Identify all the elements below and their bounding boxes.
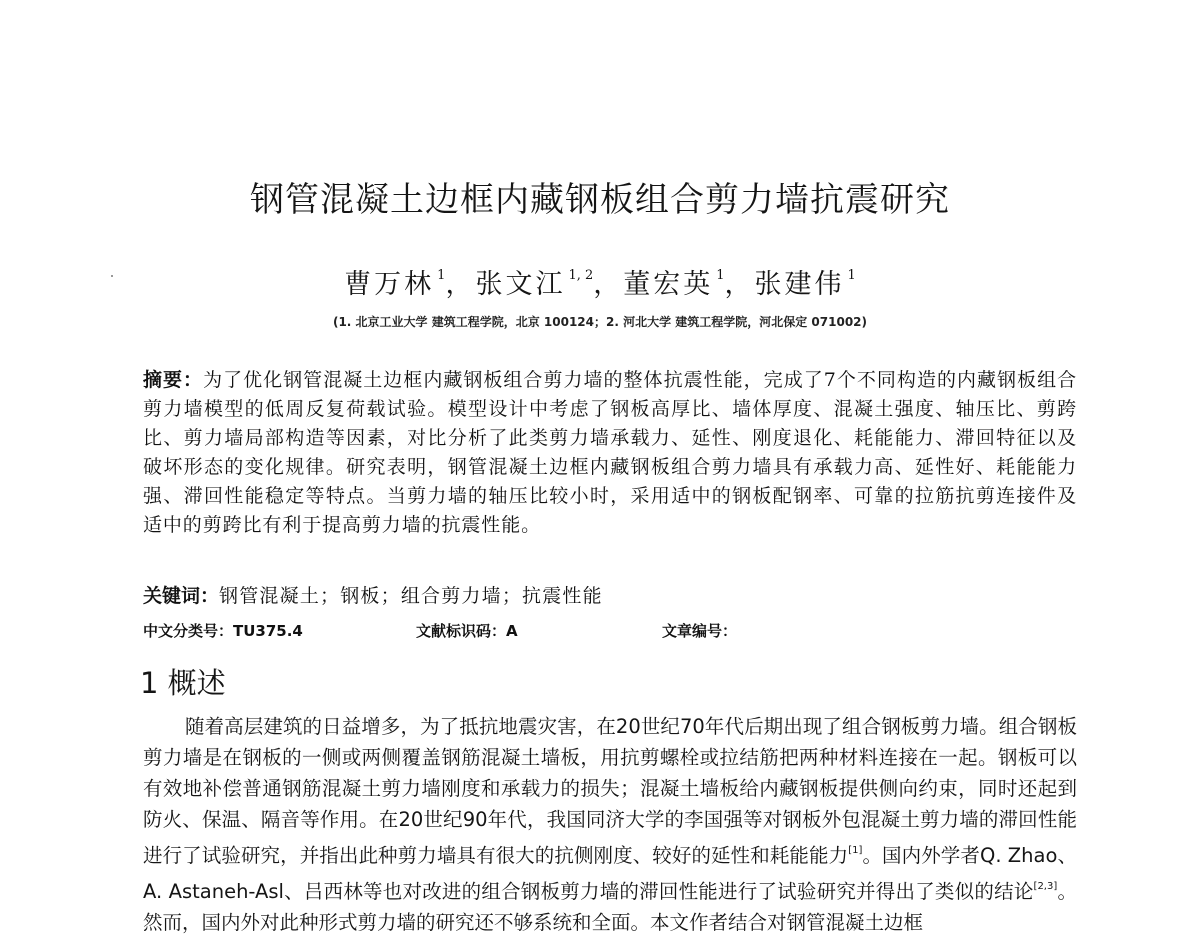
author-separator: ， <box>724 269 755 300</box>
classification-line <box>143 620 1077 642</box>
author-name: 张文江 <box>475 269 566 300</box>
abstract-label: 摘要： <box>143 369 204 391</box>
affiliation: (1. 北京工业大学 建筑工程学院，北京 100124；2. 河北大学 建筑工程学院，河北保定 071002) <box>332 315 868 329</box>
paper-title: 钢管混凝土边框内藏钢板组合剪力墙抗震研究 <box>250 180 950 220</box>
author-affil-mark: 1, 2 <box>568 268 594 283</box>
document-code: 文献标识码：A <box>416 622 518 640</box>
author-line <box>0 262 1200 301</box>
body-text: 。然而，国内外对此种形式剪力墙的研究还不够系统和全面。本文作者结合对钢管混凝土边框 <box>143 880 1077 934</box>
body-text: 。国内外学者Q. Zhao、A. Astaneh-Asl、吕西林等也对改进的组合钢板剪力墙的滞回性能进行了试验研究并得出了类似的结论 <box>143 844 1077 903</box>
author-name: 董宏英 <box>623 269 714 300</box>
keywords <box>143 584 1077 608</box>
body-text: 随着高层建筑的日益增多，为了抵抗地震灾害，在20世纪70年代后期出现了组合钢板剪力墙。组合钢板剪力墙是在钢板的一侧或两侧覆盖钢筋混凝土墙板，用抗剪螺栓或拉结筋把两种材料连接在一起。钢板可以有效地补偿普通钢筋混凝土剪力墙刚度和承载力的损失；混凝土墙板给内藏钢板提供侧向约束，同时还起到防火、保温、隔音等作用。在20世纪90年代，我国同济大学的李国强等对钢板外包混凝土剪力墙的滞回性能进行了试验研究，并指出此种剪力墙具有很大的抗侧刚度、较好的延性和耗能能力 <box>143 715 1077 867</box>
author-separator: ， <box>593 269 624 300</box>
clc-number: 中文分类号：TU375.4 <box>143 622 303 640</box>
author-affil-mark: 1 <box>716 268 725 283</box>
author-separator: ， <box>445 269 476 300</box>
body-paragraph <box>143 711 1077 938</box>
abstract-text: 为了优化钢管混凝土边框内藏钢板组合剪力墙的整体抗震性能，完成了7个不同构造的内藏钢板组合剪力墙模型的低周反复荷载试验。模型设计中考虑了钢板高厚比、墙体厚度、混凝土强度、轴压比、剪跨比、剪力墙局部构造等因素，对比分析了此类剪力墙承载力、延性、刚度退化、耗能能力、滞回特征以及破坏形态的变化规律。研究表明，钢管混凝土边框内藏钢板组合剪力墙具有承载力高、延性好、耗能能力强、滞回性能稳定等特点。当剪力墙的轴压比较小时，采用适中的钢板配钢率、可靠的拉筋抗剪连接件及适中的剪跨比有利于提高剪力墙的抗震性能。 <box>143 369 1077 536</box>
author-affil-mark: 1 <box>847 268 856 283</box>
section-heading: 1 概述 <box>140 666 226 700</box>
keywords-text: 钢管混凝土；钢板；组合剪力墙；抗震性能 <box>219 585 603 607</box>
keywords-label: 关键词： <box>143 585 220 607</box>
author-name: 曹万林 <box>344 269 435 300</box>
author-name: 张建伟 <box>754 269 845 300</box>
citation-ref: [1] <box>848 845 863 856</box>
author-affil-mark: 1 <box>437 268 446 283</box>
citation-ref: [2,3] <box>1033 881 1058 892</box>
article-number: 文章编号： <box>662 622 738 640</box>
abstract <box>143 366 1077 540</box>
